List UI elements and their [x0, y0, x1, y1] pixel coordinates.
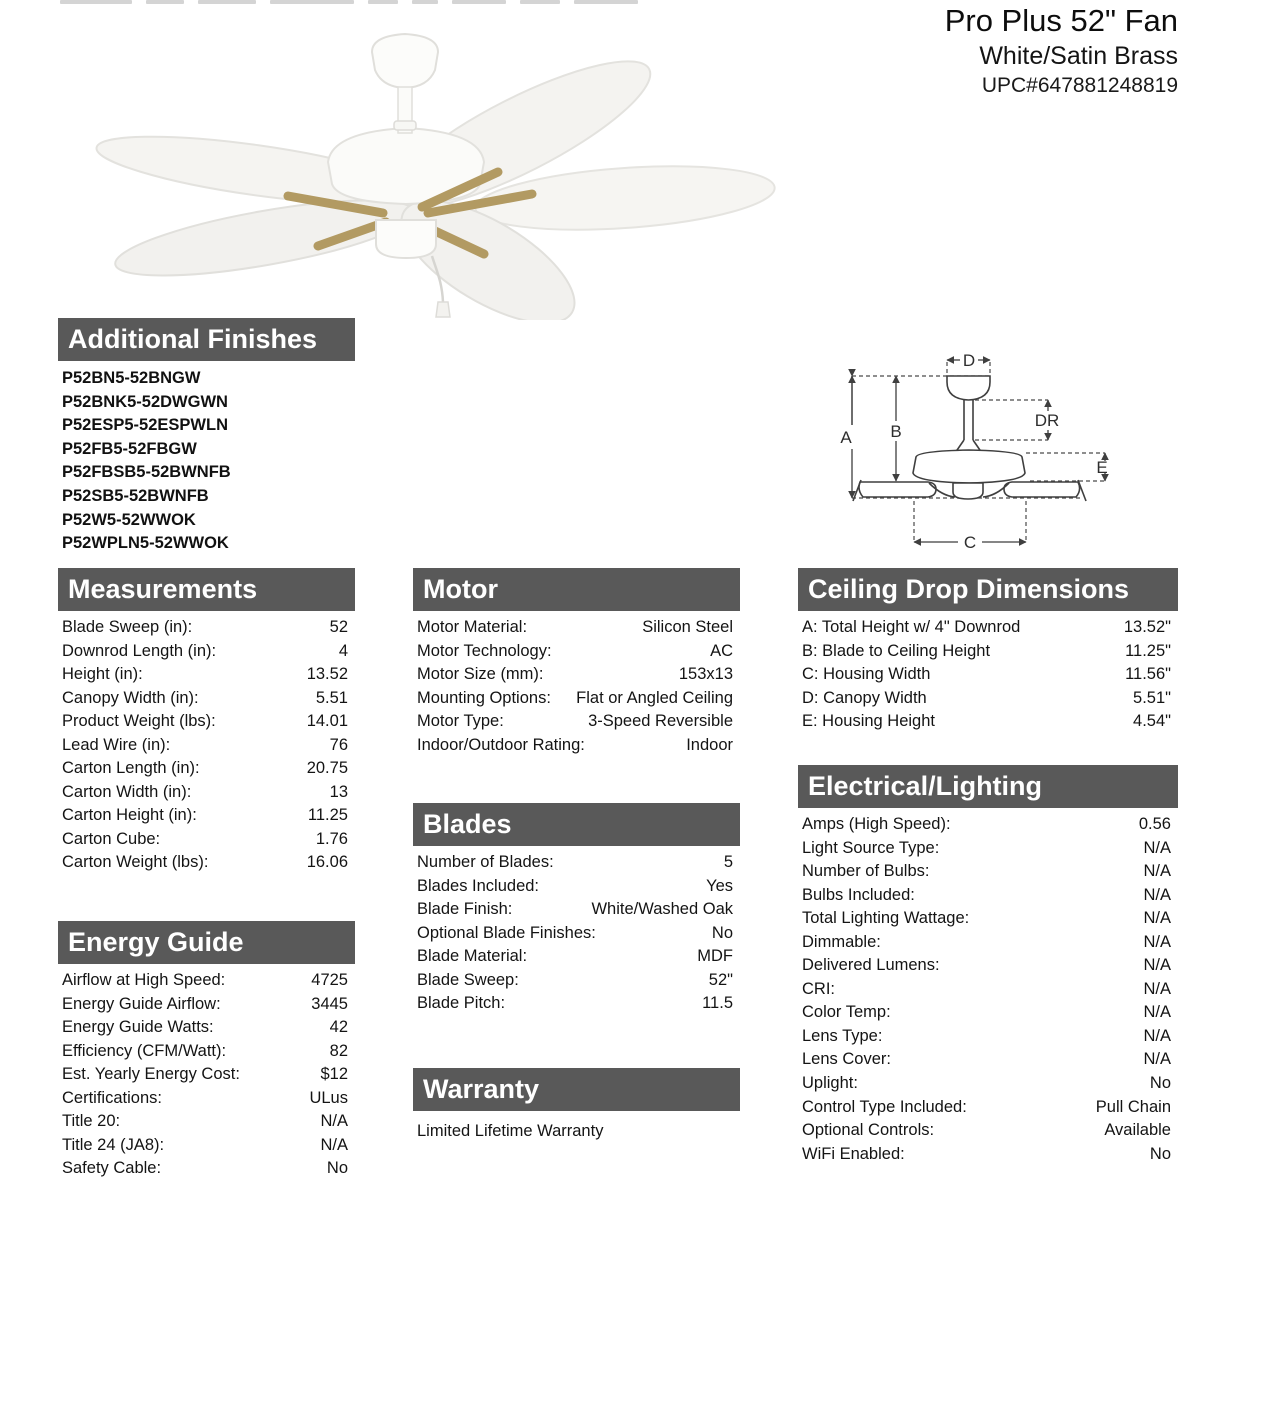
section-energy-guide	[58, 921, 355, 1181]
text-fragment	[412, 0, 438, 4]
spec-value: N/A	[1143, 885, 1171, 904]
spec-value: Indoor	[686, 735, 733, 754]
dim-label-e: E	[1096, 458, 1108, 477]
spec-value: N/A	[1143, 979, 1171, 998]
spec-row	[58, 663, 355, 687]
spec-label: Lead Wire (in):	[62, 735, 171, 754]
spec-rows	[798, 616, 1178, 734]
spec-value: N/A	[1143, 1050, 1171, 1069]
finish-code: P52SB5-52BWNFB	[62, 486, 209, 505]
spec-value: 11.25	[307, 806, 348, 825]
product-finish: White/Satin Brass	[979, 42, 1178, 70]
spec-value: N/A	[320, 1112, 348, 1131]
dim-label-a: A	[840, 428, 852, 447]
spec-value: 4	[338, 641, 348, 660]
spec-row	[798, 860, 1178, 884]
section-header	[413, 803, 740, 846]
spec-row	[58, 757, 355, 781]
spec-label: Lens Type:	[802, 1026, 883, 1045]
section-blades	[413, 803, 740, 1016]
spec-row	[413, 945, 740, 969]
spec-value: 5	[723, 853, 733, 871]
spec-row	[798, 1001, 1178, 1025]
spec-label: Canopy Width (in):	[62, 688, 199, 707]
spec-label: Carton Length (in):	[62, 759, 200, 778]
spec-row	[58, 1087, 355, 1111]
spec-label: A: Total Height w/ 4" Downrod	[802, 618, 1021, 636]
spec-row	[413, 898, 740, 922]
spec-row	[798, 1143, 1178, 1167]
ceiling-drop-diagram	[830, 345, 1160, 560]
spec-value: 82	[329, 1041, 348, 1060]
section-warranty	[413, 1068, 740, 1141]
spec-row	[58, 1063, 355, 1087]
spec-row	[798, 884, 1178, 908]
spec-value: MDF	[697, 947, 733, 966]
finish-code: P52ESP5-52ESPWLN	[62, 416, 228, 435]
spec-value: 52	[329, 618, 348, 636]
section-title: Ceiling Drop Dimensions	[808, 574, 1130, 604]
spec-value: 16.06	[306, 853, 348, 872]
downrod-collar	[394, 121, 416, 130]
spec-row	[798, 954, 1178, 978]
spec-row	[413, 851, 740, 875]
spec-label: Light Source Type:	[802, 838, 940, 857]
spec-label: Title 24 (JA8):	[62, 1135, 165, 1154]
spec-label: Lens Cover:	[802, 1050, 891, 1069]
spec-value: No	[1149, 1074, 1171, 1093]
spec-row	[58, 687, 355, 711]
spec-value: 11.5	[702, 994, 733, 1013]
spec-row	[413, 616, 740, 640]
section-measurements	[58, 568, 355, 875]
spec-value: 14.01	[306, 712, 348, 731]
section-additional-finishes	[58, 318, 355, 556]
spec-row	[798, 1025, 1178, 1049]
spec-label: D: Canopy Width	[802, 688, 927, 707]
spec-label: Energy Guide Watts:	[62, 1018, 214, 1037]
section-title: Energy Guide	[68, 927, 244, 957]
spec-value: Pull Chain	[1095, 1097, 1171, 1116]
spec-label: Total Lighting Wattage:	[802, 909, 970, 928]
spec-value: 13.52	[306, 665, 348, 684]
spec-row	[58, 781, 355, 805]
spec-row	[58, 804, 355, 828]
spec-row	[413, 992, 740, 1016]
spec-label: Carton Height (in):	[62, 806, 197, 825]
switch-housing	[376, 220, 436, 258]
spec-row	[413, 734, 740, 758]
spec-label: Blades Included:	[417, 876, 540, 895]
spec-value: 11.25"	[1125, 641, 1171, 660]
spec-label: Number of Bulbs:	[802, 862, 930, 881]
spec-value: 11.56"	[1125, 665, 1171, 684]
spec-value: Yes	[706, 876, 733, 895]
spec-value: 76	[329, 735, 348, 754]
dim-label-dr: DR	[1034, 411, 1060, 430]
spec-label: Control Type Included:	[802, 1097, 967, 1116]
diagram-housing	[913, 450, 1025, 483]
section-ceiling-drop-dimensions	[798, 568, 1178, 734]
spec-label: Certifications:	[62, 1088, 162, 1107]
text-fragment	[368, 0, 398, 4]
spec-label: Delivered Lumens:	[802, 956, 940, 975]
diagram-canopy	[947, 376, 990, 400]
text-fragment	[452, 0, 506, 4]
spec-value: White/Washed Oak	[591, 900, 733, 919]
spec-row	[58, 734, 355, 758]
spec-row	[798, 1119, 1178, 1143]
spec-row	[798, 663, 1178, 687]
spec-row	[798, 907, 1178, 931]
diagram-fan	[853, 376, 1086, 501]
section-header	[58, 568, 355, 611]
spec-label: Airflow at High Speed:	[62, 971, 226, 989]
text-fragment	[520, 0, 560, 4]
spec-value: ULus	[309, 1088, 348, 1107]
text-fragment	[60, 0, 132, 4]
spec-value: AC	[710, 641, 733, 660]
section-header	[413, 568, 740, 611]
spec-value: N/A	[1143, 909, 1171, 928]
spec-label: Blade Material:	[417, 947, 528, 966]
text-fragment	[574, 0, 638, 4]
spec-row	[58, 710, 355, 734]
spec-label: WiFi Enabled:	[802, 1144, 905, 1163]
finish-code: P52BNK5-52DWGWN	[62, 392, 228, 411]
spec-row	[58, 616, 355, 640]
spec-label: B: Blade to Ceiling Height	[802, 641, 991, 660]
spec-row	[413, 969, 740, 993]
text-fragment	[270, 0, 354, 4]
spec-row	[413, 875, 740, 899]
spec-value: Flat or Angled Ceiling	[576, 688, 733, 707]
spec-value: 3445	[311, 994, 348, 1013]
section-title: Blades	[423, 809, 512, 839]
diagram-light-kit	[953, 483, 983, 499]
product-upc: UPC#647881248819	[981, 74, 1178, 97]
spec-label: E: Housing Height	[802, 712, 935, 731]
section-header	[413, 1068, 740, 1111]
spec-label: Est. Yearly Energy Cost:	[62, 1065, 240, 1084]
warranty-text: Limited Lifetime Warranty	[417, 1122, 604, 1140]
finish-code: P52BN5-52BNGW	[62, 369, 201, 387]
spec-value: 13	[329, 782, 348, 801]
spec-row	[58, 851, 355, 875]
spec-value: 20.75	[306, 759, 348, 778]
spec-row	[798, 931, 1178, 955]
finish-list	[58, 367, 355, 556]
spec-value: N/A	[1143, 1003, 1171, 1022]
spec-label: Motor Material:	[417, 618, 528, 636]
spec-rows	[58, 969, 355, 1181]
spec-rows	[413, 616, 740, 757]
spec-rows	[798, 813, 1178, 1166]
section-title: Electrical/Lighting	[808, 771, 1043, 801]
spec-row	[798, 710, 1178, 734]
spec-label: C: Housing Width	[802, 665, 931, 684]
spec-label: Color Temp:	[802, 1003, 891, 1022]
spec-value: 4.54"	[1133, 712, 1171, 731]
spec-label: Downrod Length (in):	[62, 641, 217, 660]
spec-row	[798, 837, 1178, 861]
spec-label: Product Weight (lbs):	[62, 712, 216, 731]
spec-label: Indoor/Outdoor Rating:	[417, 735, 585, 754]
finish-code: P52W5-52WWOK	[62, 510, 196, 529]
section-electrical-lighting	[798, 765, 1178, 1166]
spec-row	[413, 710, 740, 734]
spec-row	[413, 922, 740, 946]
spec-value: 0.56	[1138, 815, 1171, 833]
text-fragment	[198, 0, 256, 4]
spec-label: Energy Guide Airflow:	[62, 994, 221, 1013]
spec-row	[798, 1072, 1178, 1096]
spec-label: Blade Sweep (in):	[62, 618, 193, 636]
spec-label: Number of Blades:	[417, 853, 554, 871]
spec-row	[58, 1016, 355, 1040]
spec-value: 52"	[708, 970, 733, 989]
spec-label: Safety Cable:	[62, 1159, 162, 1178]
spec-label: Title 20:	[62, 1112, 121, 1131]
spec-value: No	[1149, 1144, 1171, 1163]
finish-code: P52FBSB5-52BWNFB	[62, 463, 231, 482]
title-block	[945, 2, 1178, 100]
spec-rows	[58, 616, 355, 875]
product-photo-fan	[80, 10, 780, 320]
spec-label: Motor Size (mm):	[417, 665, 544, 684]
section-title: Additional Finishes	[68, 324, 318, 354]
spec-label: Height (in):	[62, 665, 143, 684]
product-title: Pro Plus 52" Fan	[944, 3, 1178, 38]
spec-value: Available	[1104, 1121, 1171, 1140]
spec-rows	[413, 851, 740, 1016]
section-title: Measurements	[68, 574, 258, 604]
spec-row	[413, 663, 740, 687]
section-header	[798, 568, 1178, 611]
spec-row	[58, 640, 355, 664]
section-title: Motor	[423, 574, 498, 604]
spec-label: Optional Controls:	[802, 1121, 935, 1140]
spec-row	[58, 1110, 355, 1134]
spec-label: Carton Width (in):	[62, 782, 192, 801]
text-fragment	[146, 0, 184, 4]
spec-row	[58, 1157, 355, 1181]
dim-label-b: B	[890, 422, 902, 441]
spec-value: $12	[320, 1065, 348, 1084]
spec-row	[798, 1048, 1178, 1072]
spec-value: N/A	[320, 1135, 348, 1154]
spec-value: N/A	[1143, 838, 1171, 857]
spec-label: Efficiency (CFM/Watt):	[62, 1041, 227, 1060]
spec-label: Carton Weight (lbs):	[62, 853, 209, 872]
spec-row	[798, 687, 1178, 711]
spec-row	[798, 978, 1178, 1002]
spec-row	[58, 828, 355, 852]
spec-value: N/A	[1143, 956, 1171, 975]
spec-value: 5.51"	[1133, 688, 1171, 707]
diagram-blade-right	[1004, 482, 1080, 497]
spec-value: N/A	[1143, 932, 1171, 951]
spec-value: N/A	[1143, 862, 1171, 881]
spec-label: Motor Type:	[417, 712, 504, 731]
finish-code: P52WPLN5-52WWOK	[62, 534, 229, 553]
cropped-text-remnant	[60, 0, 638, 5]
canopy	[372, 34, 438, 88]
spec-label: Amps (High Speed):	[802, 815, 951, 833]
section-header	[798, 765, 1178, 808]
dim-label-c: C	[963, 533, 977, 552]
spec-row	[798, 640, 1178, 664]
spec-label: CRI:	[802, 979, 835, 998]
spec-row	[58, 993, 355, 1017]
spec-row	[798, 1096, 1178, 1120]
spec-value: 1.76	[315, 829, 348, 848]
spec-label: Carton Cube:	[62, 829, 161, 848]
finish-code: P52FB5-52FBGW	[62, 439, 197, 458]
spec-value: No	[326, 1159, 348, 1178]
spec-label: Blade Sweep:	[417, 970, 519, 989]
spec-label: Motor Technology:	[417, 641, 552, 660]
spec-label: Uplight:	[802, 1074, 858, 1093]
spec-label: Dimmable:	[802, 932, 881, 951]
section-title: Warranty	[423, 1074, 540, 1104]
spec-label: Mounting Options:	[417, 688, 551, 707]
spec-value: Silicon Steel	[642, 618, 733, 636]
spec-value: 3-Speed Reversible	[588, 712, 733, 731]
spec-label: Blade Pitch:	[417, 994, 506, 1013]
section-header	[58, 921, 355, 964]
spec-row	[58, 1040, 355, 1064]
spec-value: No	[711, 923, 733, 942]
spec-value: 5.51	[315, 688, 348, 707]
section-motor	[413, 568, 740, 757]
spec-value: 13.52"	[1123, 618, 1171, 636]
pull-chain-handle[interactable]	[436, 302, 450, 317]
spec-row	[413, 640, 740, 664]
dim-label-d: D	[962, 351, 976, 370]
spec-row	[58, 1134, 355, 1158]
spec-label: Bulbs Included:	[802, 885, 915, 904]
spec-row	[413, 687, 740, 711]
diagram-blade-left	[859, 482, 936, 497]
spec-row	[798, 813, 1178, 837]
spec-label: Optional Blade Finishes:	[417, 923, 596, 942]
spec-label: Blade Finish:	[417, 900, 513, 919]
spec-value: 42	[329, 1018, 348, 1037]
spec-row	[58, 969, 355, 993]
spec-value: 153x13	[678, 665, 733, 684]
spec-value: N/A	[1143, 1026, 1171, 1045]
spec-value: 4725	[311, 971, 348, 989]
spec-row	[798, 616, 1178, 640]
section-header	[58, 318, 355, 361]
